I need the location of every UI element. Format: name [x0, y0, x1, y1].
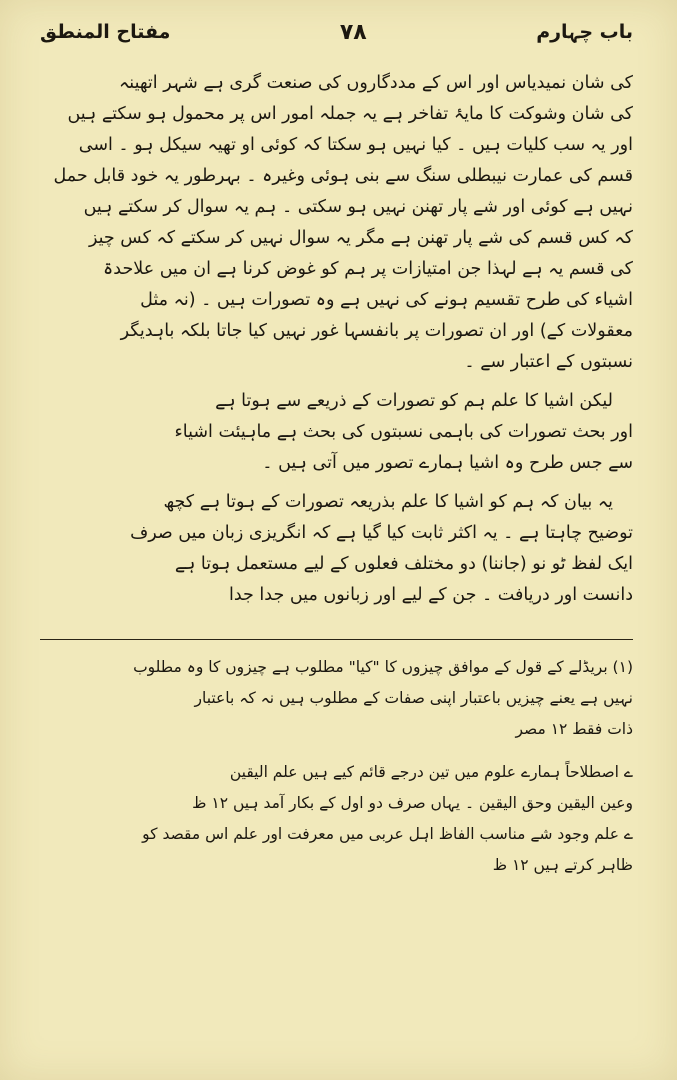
footnote-line: ظاہر کرتے ہیں ۱۲ ظ [492, 856, 633, 874]
body-line: کہ کس قسم کی شے پار تھنن ہے مگر یہ سوال نہیں کر سکتے کہ کس چیز [88, 228, 633, 248]
body-line: نسبتوں کے اعتبار سے ۔ [464, 352, 633, 372]
body-line: اور یہ سب کلیات ہیں ۔ کیا نہیں ہو سکتا کہ کوئی او تھیہ سیکل ہو ۔ اسی [78, 135, 633, 155]
body-line: دانست اور دریافت ۔ جن کے لیے اور زبانوں میں جدا جدا [228, 585, 633, 605]
page-number: ۷۸ [339, 19, 367, 45]
body-line: اشیاء کی طرح تقسیم ہونے کی نہیں ہے وہ تصورات ہیں ۔ (نہ مثل [140, 290, 633, 310]
book-title: مفتاح المنطق [40, 21, 171, 43]
footnote-divider [40, 639, 633, 640]
body-line: کی شان نمیدیاس اور اس کے مددگاروں کی صنعت گری ہے شہر اتھینہ [119, 73, 633, 93]
body-line: لیکن اشیا کا علم ہم کو تصورات کے ذریعے سے ہوتا ہے [215, 391, 613, 411]
footnote-line: نہیں ہے یعنے چیزیں باعتبار اپنی صفات کے مطلوب ہیں نہ کہ باعتبار [194, 689, 633, 707]
body-line: سے جس طرح وہ اشیا ہمارے تصور میں آتی ہیں ۔ [262, 453, 633, 473]
footnote-line: ذات فقط ۱۲ مصر [515, 720, 633, 738]
body-line: ایک لفظ ٹو نو (جاننا) دو مختلف فعلوں کے لیے مستعمل ہوتا ہے [174, 554, 633, 574]
chapter-heading: باب چہارم [536, 21, 633, 43]
body-line: کی شان وشوکت کا مایۂ تفاخر ہے یہ جملہ امور اس پر محمول ہو سکتے ہیں [67, 104, 633, 124]
page-header [40, 14, 633, 50]
footnotes [40, 652, 633, 881]
footnote-line: (۱) بریڈلے کے قول کے موافق چیزوں کا "کیا" مطلوب ہے چیزوں کا وہ مطلوب [133, 658, 633, 676]
footnote-line: ے اصطلاحاً ہمارے علوم میں تین درجے قائم کیے ہیں علم الیقین [229, 763, 633, 781]
body-text [40, 68, 633, 611]
footnote-line: وعین الیقین وحق الیقین ۔ یہاں صرف دو اول کے بکار آمد ہیں ۱۲ ظ [192, 794, 633, 812]
body-line: قسم کی عمارت نیبطلی سنگ سے بنی ہوئی وغیرہ ۔ بہرطور یہ خود قابل حمل [53, 166, 633, 186]
footnote-line: ے علم وجود شے مناسب الفاظ اہل عربی میں معرفت اور علم اس مقصد کو [142, 825, 633, 843]
body-line: کی قسم یہ ہے لہذا جن امتیازات پر ہم کو غوض کرنا ہے ان میں علاحدۃ [103, 259, 633, 279]
body-line: اور بحث تصورات کی باہمی نسبتوں کی بحث ہے ماہیئت اشیاء [174, 422, 633, 442]
body-line: معقولات کے) اور ان تصورات پر بانفسہا غور نہیں کیا جاتا بلکہ باہدیگر [120, 321, 633, 341]
body-line: توضیح چاہتا ہے ۔ یہ اکثر ثابت کیا گیا ہے کہ انگریزی زبان میں صرف [130, 523, 633, 543]
body-line: یہ بیان کہ ہم کو اشیا کا علم بذریعہ تصورات کے ہوتا ہے کچھ [163, 492, 613, 512]
body-line: نہیں ہے کوئی اور شے پار تھنن نہیں ہو سکتی ۔ ہم یہ سوال کر سکتے ہیں [83, 197, 633, 217]
